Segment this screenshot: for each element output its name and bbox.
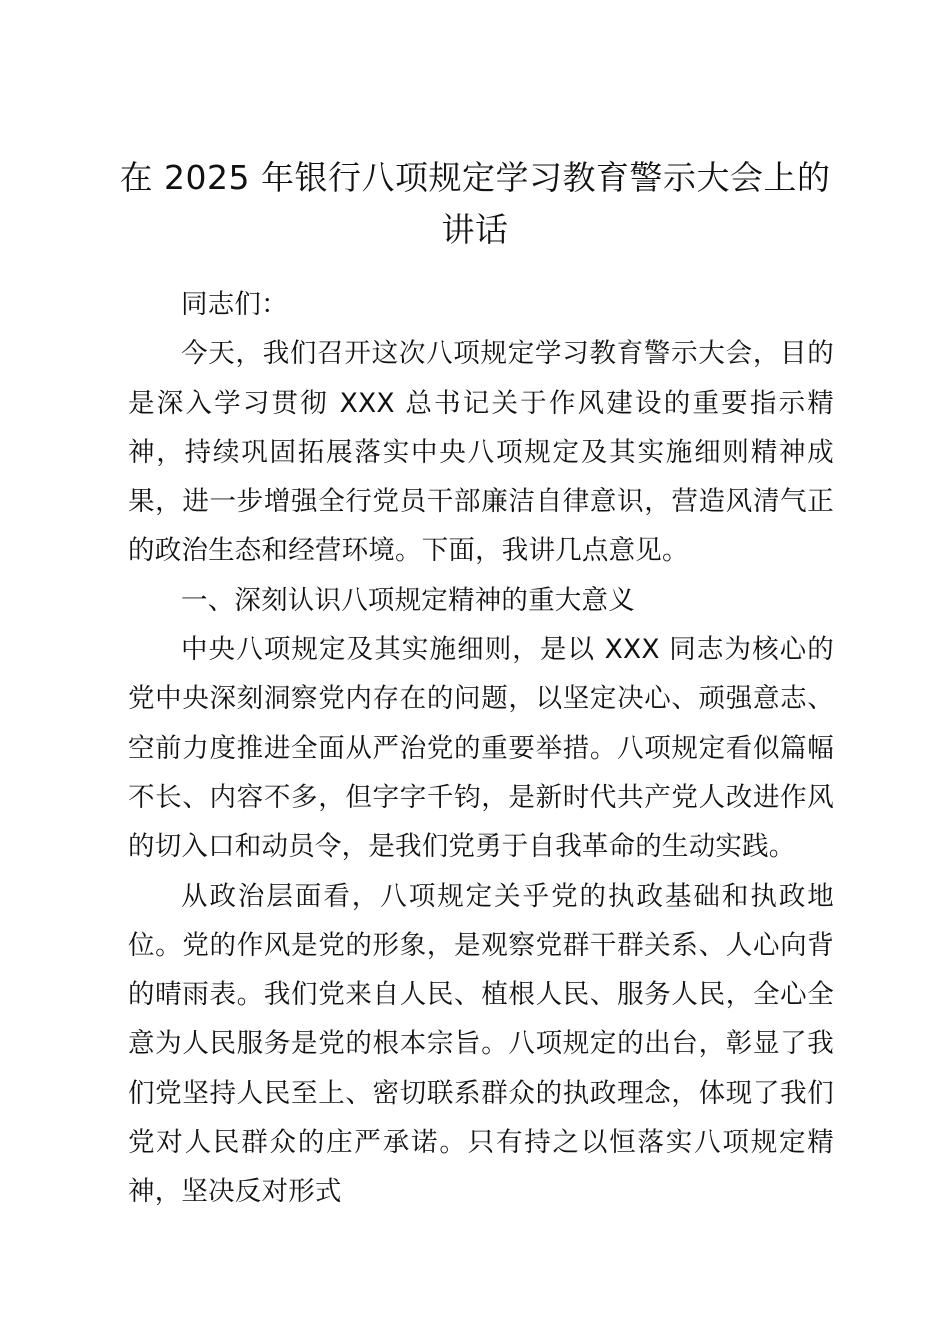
salutation: 同志们： xyxy=(181,289,288,320)
paragraph-political-level: 从政治层面看，八项规定关乎党的执政基础和执政地位。党的作风是党的形象，是观察党群干群关系、人心向背的晴雨表。我们党来自人民、植根人民、服务人民，全心全意为人民服务是党的根本宗旨。八项规定的出台，彰显了我们党坚持人民至上、密切联系群众的执政理念，体现了我们党对人民群众的庄严承诺。只有持之以恒落实八项规定精神，坚决反对形式 xyxy=(128,880,834,1208)
paragraph-opening: 今天，我们召开这次八项规定学习教育警示大会，目的是深入学习贯彻 XXX 总书记关于作风建设的重要指示精神，持续巩固拓展落实中央八项规定及其实施细则精神成果，进一步增强全行党员干部廉洁自律意识，营造风清气正的政治生态和经营环境。下面，我讲几点意见。 xyxy=(128,338,834,567)
paragraph-significance: 中央八项规定及其实施细则，是以 XXX 同志为核心的党中央深刻洞察党内存在的问题，以坚定决心、顽强意志、空前力度推进全面从严治党的重要举措。八项规定看似篇幅不长、内容不多，但字字千钧，是新时代共产党人改进作风的切入口和动员令，是我们党勇于自我革命的生动实践。 xyxy=(128,634,834,863)
section-heading-1: 一、深刻认识八项规定精神的重大意义 xyxy=(181,584,635,616)
document-body xyxy=(128,280,834,1217)
document-title: 在 2025 年银行八项规定学习教育警示大会上的讲话 xyxy=(119,158,831,249)
